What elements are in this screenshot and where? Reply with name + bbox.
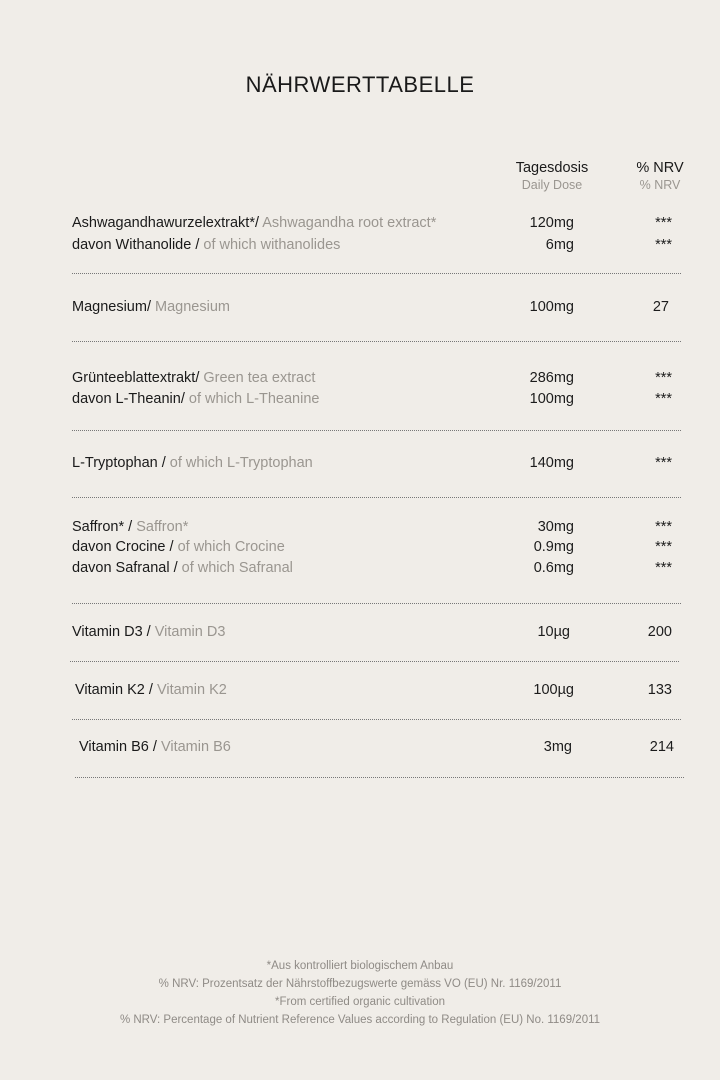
column-header-dose-de: Tagesdosis [515,160,589,176]
daily-dose-value: 0.6mg [533,560,574,576]
nrv-value: *** [655,560,672,576]
ingredient-name-en: Ashwagandha root extract* [262,215,437,231]
row-divider [72,341,681,342]
ingredient-name-de: L-Tryptophan / [72,455,170,471]
ingredient-name-de: Grünteeblattextrakt/ [72,370,204,386]
daily-dose-value: 3mg [543,739,572,755]
column-header-dose-en: Daily Dose [521,178,583,192]
ingredient-name-en: of which Crocine [177,539,285,555]
row-divider [70,661,679,662]
footnotes [0,957,720,1029]
ingredient-name-de: Ashwagandhawurzelextrakt*/ [72,215,263,231]
ingredient-name-de: Vitamin K2 / [75,682,157,698]
ingredient-name-en: of which withanolides [203,237,341,253]
ingredient-name-de: Vitamin B6 / [79,739,161,755]
ingredient-name-en: of which Safranal [181,560,293,576]
nrv-value: *** [655,215,672,231]
row-divider [72,430,681,431]
footnote-organic-en: *From certified organic cultivation [274,996,445,1008]
nrv-value: *** [655,237,672,253]
ingredient-name-de: davon Crocine / [72,539,178,555]
row-divider [75,777,684,778]
daily-dose-value: 100mg [529,299,574,315]
nrv-value: *** [655,391,672,407]
daily-dose-value: 6mg [545,237,574,253]
row-divider [72,719,681,720]
ingredient-name-de: davon L-Theanin/ [72,391,189,407]
column-header-nrv-en: % NRV [639,178,681,192]
nrv-value: 214 [649,739,674,755]
nrv-value: *** [655,455,672,471]
footnote-organic-de: *Aus kontrolliert biologischem Anbau [266,960,454,972]
footnote-nrv-en: % NRV: Percentage of Nutrient Reference Values according to Regulation (EU) No. 1169/2011 [119,1014,601,1026]
ingredient-name-en: Vitamin K2 [156,682,227,698]
ingredient-name-en: Saffron* [136,519,189,535]
row-divider [72,603,681,604]
column-header-nrv [630,160,690,192]
daily-dose-value: 286mg [529,370,574,386]
nrv-value: *** [655,370,672,386]
ingredient-name-en: Magnesium [155,299,230,315]
ingredient-name-en: Vitamin B6 [160,739,231,755]
ingredient-name-de: Vitamin D3 / [72,624,155,640]
daily-dose-value: 0.9mg [533,539,574,555]
nrv-value: 200 [647,624,672,640]
page-title: NÄHRWERTTABELLE [245,72,475,97]
row-divider [72,273,681,274]
nrv-value: *** [655,539,672,555]
ingredient-name-en: Vitamin D3 [154,624,226,640]
daily-dose-value: 120mg [529,215,574,231]
ingredient-name-en: of which L-Theanine [188,391,320,407]
daily-dose-value: 100µg [533,682,574,698]
daily-dose-value: 140mg [529,455,574,471]
nrv-value: 133 [647,682,672,698]
row-divider [72,497,681,498]
footnote-nrv-de: % NRV: Prozentsatz der Nährstoffbezugswerte gemäss VO (EU) Nr. 1169/2011 [158,978,562,990]
ingredient-name-en: of which L-Tryptophan [169,455,313,471]
ingredient-name-de: davon Safranal / [72,560,182,576]
daily-dose-value: 30mg [537,519,574,535]
column-header-nrv-de: % NRV [636,160,684,176]
column-header-daily-dose [504,160,600,192]
daily-dose-value: 100mg [529,391,574,407]
daily-dose-value: 10µg [537,624,570,640]
ingredient-name-de: Saffron* / [72,519,137,535]
nrv-value: 27 [652,299,669,315]
ingredient-name-de: Magnesium/ [72,299,156,315]
ingredient-name-en: Green tea extract [203,370,316,386]
nrv-value: *** [655,519,672,535]
ingredient-name-de: davon Withanolide / [72,237,204,253]
